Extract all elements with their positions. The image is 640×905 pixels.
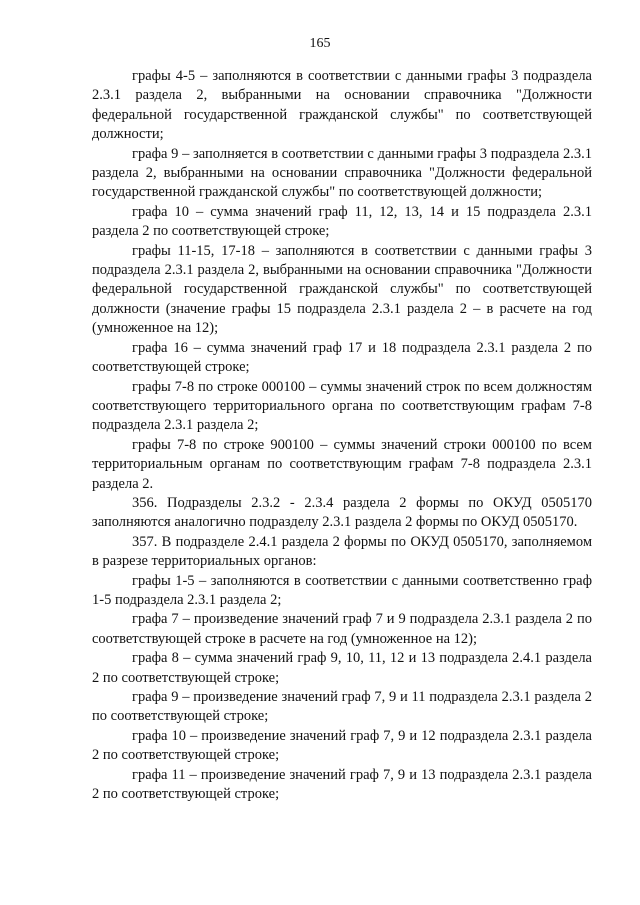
paragraph-graphs-1-5: графы 1-5 – заполняются в соответствии с данными соответственно граф 1-5 подраздела 2.3.1 раздела 2;	[92, 572, 592, 608]
paragraph-graph-16: графа 16 – сумма значений граф 17 и 18 подраздела 2.3.1 раздела 2 по соответствующей строке;	[92, 339, 592, 376]
page-number: 165	[309, 36, 331, 51]
paragraph-graph-8: графа 8 – сумма значений граф 9, 10, 11, 12 и 13 подраздела 2.4.1 раздела 2 по соответствующей строке;	[92, 650, 592, 686]
paragraph-graph-10-product: графа 10 – произведение значений граф 7, 9 и 12 подраздела 2.3.1 раздела 2 по соответствующей строке;	[92, 727, 592, 764]
paragraph-graph-9: графа 9 – заполняется в соответствии с данными графы 3 подраздела 2.3.1 раздела 2, выбранными на основании справочника "Должности федеральной государственной гражданской службы" по соответствующей должности;	[92, 145, 592, 201]
paragraph-graphs-4-5: графы 4-5 – заполняются в соответствии с данными графы 3 подраздела 2.3.1 раздела 2, выбранными на основании справочника "Должности федеральной государственной гражданской службы" по соответствующей должности;	[92, 68, 592, 143]
paragraph-graph-9-product: графа 9 – произведение значений граф 7, 9 и 11 подраздела 2.3.1 раздела 2 по соответствующей строке;	[92, 689, 592, 725]
paragraph-graphs-7-8-row-000100: графы 7-8 по строке 000100 – суммы значений строк по всем должностям соответствующего территориального органа по соответствующим графам 7-8 подраздела 2.3.1 раздела 2;	[92, 378, 592, 434]
paragraph-graphs-7-8-row-900100: графы 7-8 по строке 900100 – суммы значений строки 000100 по всем территориальным органам по соответствующим графам 7-8 подраздела 2.3.1 раздела 2.	[92, 436, 592, 492]
document-body	[92, 67, 592, 804]
paragraph-graph-7: графа 7 – произведение значений граф 7 и 9 подраздела 2.3.1 раздела 2 по соответствующей строке в расчете на год (умноженное на 12);	[92, 611, 592, 647]
paragraph-356: 356. Подразделы 2.3.2 - 2.3.4 раздела 2 формы по ОКУД 0505170 заполняются аналогично подразделу 2.3.1 раздела 2 формы по ОКУД 0505170.	[92, 494, 592, 531]
paragraph-graph-10: графа 10 – сумма значений граф 11, 12, 13, 14 и 15 подраздела 2.3.1 раздела 2 по соответствующей строке;	[92, 203, 592, 240]
paragraph-graph-11-product: графа 11 – произведение значений граф 7, 9 и 13 подраздела 2.3.1 раздела 2 по соответствующей строке;	[92, 766, 592, 803]
paragraph-357: 357. В подразделе 2.4.1 раздела 2 формы по ОКУД 0505170, заполняемом в разрезе территориальных органов:	[92, 533, 592, 570]
paragraph-graphs-11-15-17-18: графы 11-15, 17-18 – заполняются в соответствии с данными графы 3 подраздела 2.3.1 раздела 2, выбранными на основании справочника "Должности федеральной государственной гражданской службы" по соответствующей должности (значение графы 15 подраздела 2.3.1 раздела 2 – в расчете на год (умноженное на 12);	[92, 242, 592, 337]
